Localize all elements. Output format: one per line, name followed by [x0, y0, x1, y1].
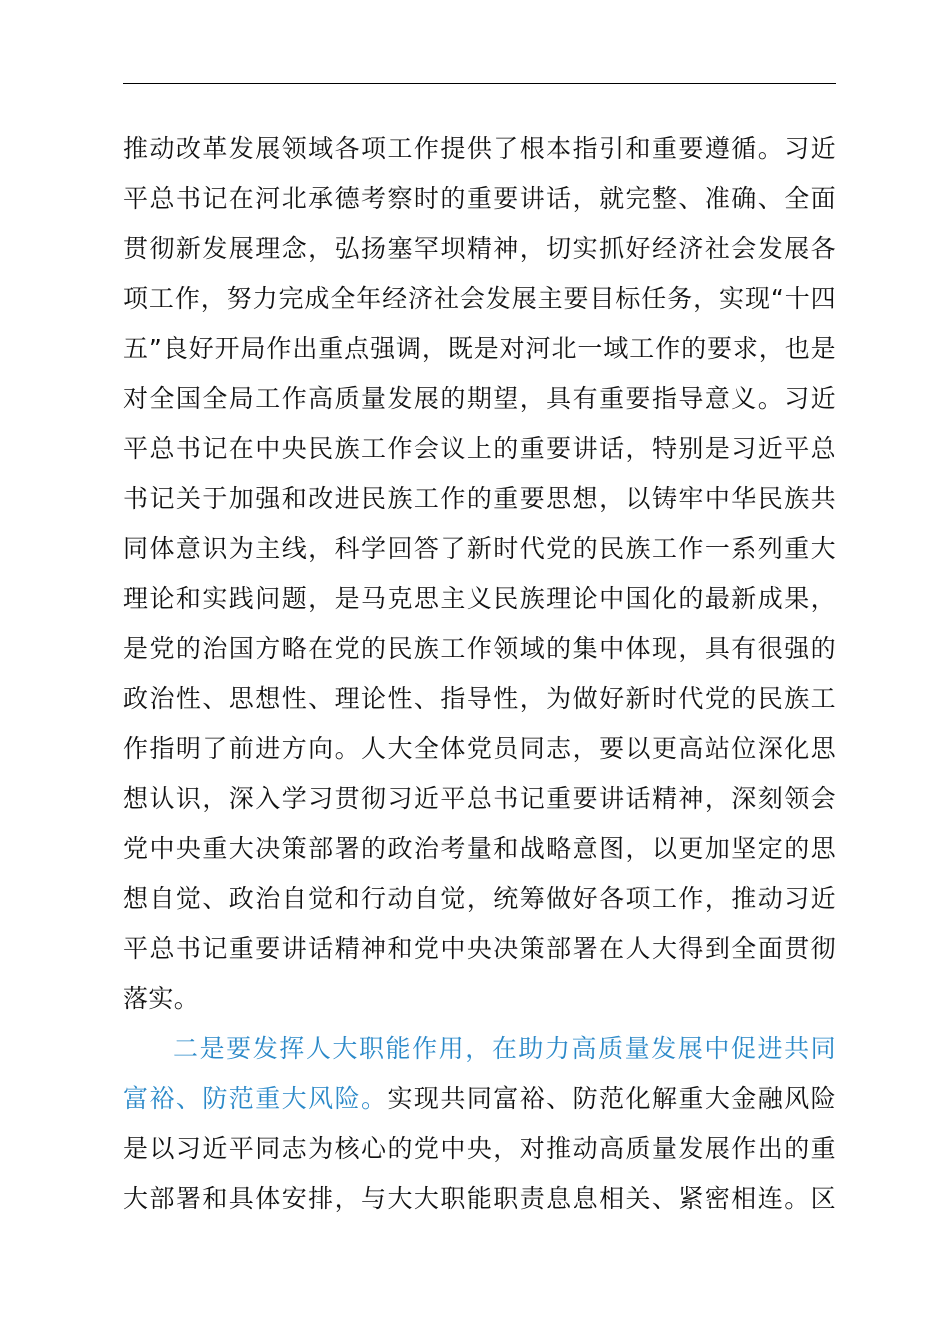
body-text [123, 124, 836, 1224]
text-line: 理论和实践问题，是马克思主义民族理论中国化的最新成果， [123, 584, 836, 613]
section-heading: 二是要发挥人大职能作用，在助力高质量发展中促进共同 [173, 1034, 836, 1063]
text-line: 党中央重大决策部署的政治考量和战略意图，以更加坚定的思 [123, 834, 836, 863]
text-line: 平总书记在河北承德考察时的重要讲话，就完整、准确、全面 [123, 184, 836, 213]
section-heading-continuation: 富裕、防范重大风险。 [123, 1084, 388, 1113]
text-line: 大部署和具体安排，与大大职能职责息息相关、紧密相连。区 [123, 1184, 836, 1213]
text-line [123, 1074, 836, 1124]
text-line: 书记关于加强和改进民族工作的重要思想，以铸牢中华民族共 [123, 484, 836, 513]
text-line: 政治性、思想性、理论性、指导性，为做好新时代党的民族工 [123, 684, 836, 713]
header-rule [123, 83, 836, 84]
text-span: 实现共同富裕、防范化解重大金融风险 [387, 1084, 836, 1113]
text-line: 落实。 [123, 984, 200, 1013]
text-line: 是以习近平同志为核心的党中央，对推动高质量发展作出的重 [123, 1134, 836, 1163]
text-line: 五”良好开局作出重点强调，既是对河北一域工作的要求，也是 [123, 334, 836, 363]
text-line: 同体意识为主线，科学回答了新时代党的民族工作一系列重大 [123, 534, 836, 563]
text-line: 想自觉、政治自觉和行动自觉，统筹做好各项工作，推动习近 [123, 884, 836, 913]
text-line: 平总书记在中央民族工作会议上的重要讲话，特别是习近平总 [123, 434, 836, 463]
text-line: 作指明了前进方向。人大全体党员同志，要以更高站位深化思 [123, 734, 836, 763]
text-line: 想认识，深入学习贯彻习近平总书记重要讲话精神，深刻领会 [123, 784, 836, 813]
text-line: 贯彻新发展理念，弘扬塞罕坝精神，切实抓好经济社会发展各 [123, 234, 836, 263]
text-line: 项工作，努力完成全年经济社会发展主要目标任务，实现“十四 [123, 284, 836, 313]
text-line: 平总书记重要讲话精神和党中央决策部署在人大得到全面贯彻 [123, 934, 836, 963]
text-line: 是党的治国方略在党的民族工作领域的集中体现，具有很强的 [123, 634, 836, 663]
text-line: 推动改革发展领域各项工作提供了根本指引和重要遵循。习近 [123, 134, 836, 163]
text-line: 对全国全局工作高质量发展的期望，具有重要指导意义。习近 [123, 384, 836, 413]
